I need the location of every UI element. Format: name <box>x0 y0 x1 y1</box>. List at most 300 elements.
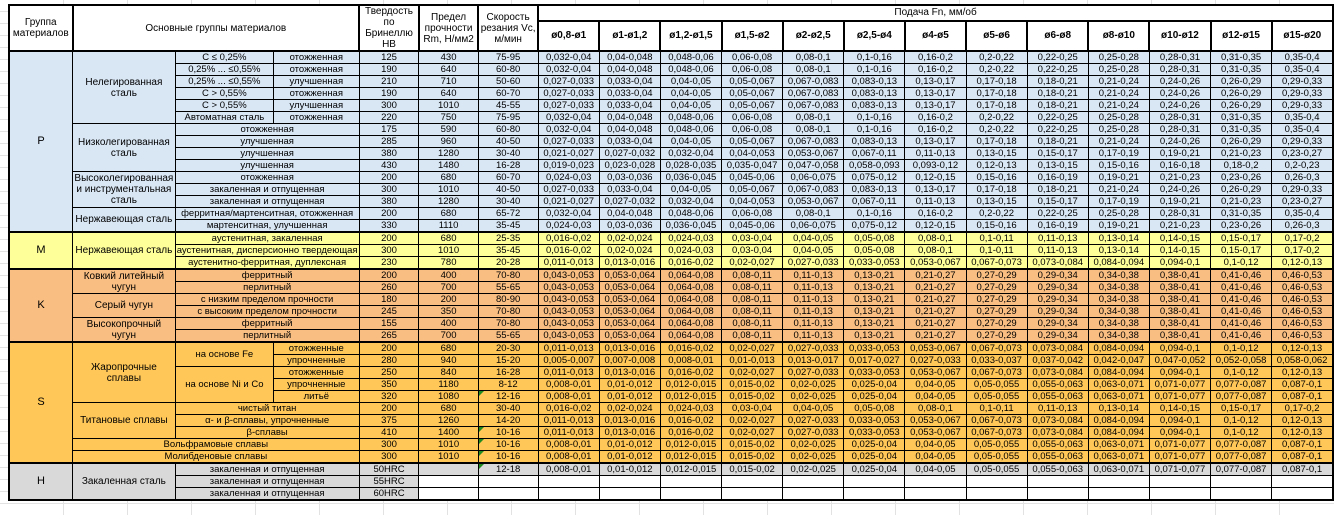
cell-feed[interactable] <box>1211 488 1272 501</box>
cell-feed[interactable]: 0,05-0,055 <box>966 391 1027 403</box>
cell-feed[interactable]: 0,13-0,14 <box>1088 232 1149 245</box>
cell-cutting-speed[interactable] <box>478 476 538 488</box>
cell-feed[interactable]: 0,08-0,11 <box>722 306 783 318</box>
cell-treatment[interactable]: закаленная и отпущенная <box>175 476 359 488</box>
cell-feed[interactable]: 0,21-0,23 <box>1211 148 1272 160</box>
cell-feed[interactable]: 0,016-0,02 <box>660 342 721 355</box>
cell-feed[interactable]: 0,036-0,045 <box>660 172 721 184</box>
header-diameter-2[interactable]: ø1,2-ø1,5 <box>660 21 721 51</box>
cell-feed[interactable]: 0,06-0,075 <box>783 172 844 184</box>
cell-feed[interactable]: 0,045-0,06 <box>722 220 783 233</box>
cell-feed[interactable]: 0,26-0,29 <box>1211 184 1272 196</box>
cell-feed[interactable]: 0,067-0,083 <box>783 136 844 148</box>
cell-hardness[interactable]: 155 <box>359 318 419 330</box>
cell-feed[interactable]: 0,04-0,048 <box>599 51 660 64</box>
cell-feed[interactable]: 0,007-0,008 <box>599 355 660 367</box>
cell-feed[interactable]: 0,26-0,29 <box>1211 76 1272 88</box>
header-feed[interactable]: Подача Fn, мм/об <box>538 5 1333 21</box>
cell-feed[interactable]: 0,073-0,084 <box>1027 257 1088 270</box>
cell-feed[interactable]: 0,25-0,28 <box>1088 51 1149 64</box>
header-diameter-12[interactable]: ø15-ø20 <box>1272 21 1333 51</box>
cell-feed[interactable]: 0,18-0,21 <box>1027 184 1088 196</box>
cell-feed[interactable]: 0,04-0,05 <box>660 76 721 88</box>
cell-feed[interactable]: 0,027-0,033 <box>783 342 844 355</box>
cell-feed[interactable]: 0,12-0,15 <box>905 172 966 184</box>
cell-feed[interactable]: 0,04-0,048 <box>599 124 660 136</box>
cell-feed[interactable]: 0,05-0,067 <box>722 76 783 88</box>
cell-feed[interactable]: 0,094-0,1 <box>1149 257 1210 270</box>
cell-feed[interactable]: 0,2-0,22 <box>966 124 1027 136</box>
cell-treatment[interactable]: отожженные <box>274 367 360 379</box>
cell-feed[interactable]: 0,04-0,05 <box>660 184 721 196</box>
cell-feed[interactable]: 0,063-0,071 <box>1088 451 1149 464</box>
cell-feed[interactable] <box>538 476 599 488</box>
cell-strength[interactable] <box>419 488 478 501</box>
cell-cutting-speed[interactable]: 10-16 <box>478 427 538 439</box>
cell-treatment[interactable]: C > 0,55% <box>175 100 273 112</box>
cell-feed[interactable]: 0,14-0,15 <box>1149 245 1210 257</box>
cell-feed[interactable]: 0,053-0,067 <box>905 367 966 379</box>
header-diameter-8[interactable]: ø6-ø8 <box>1027 21 1088 51</box>
cell-feed[interactable]: 0,1-0,16 <box>844 51 905 64</box>
cell-cutting-speed[interactable]: 35-45 <box>478 220 538 233</box>
cell-feed[interactable]: 0,087-0,1 <box>1272 463 1333 476</box>
cell-feed[interactable]: 0,13-0,17 <box>905 88 966 100</box>
cell-feed[interactable]: 0,032-0,04 <box>538 51 599 64</box>
cell-feed[interactable]: 0,043-0,053 <box>538 306 599 318</box>
cell-hardness[interactable]: 300 <box>359 184 419 196</box>
cell-feed[interactable]: 0,38-0,41 <box>1149 269 1210 282</box>
cell-strength[interactable]: 680 <box>419 342 478 355</box>
cell-treatment[interactable]: α- и β-сплавы, упрочненные <box>175 415 359 427</box>
cell-feed[interactable]: 0,04-0,05 <box>660 100 721 112</box>
cell-feed[interactable]: 0,04-0,048 <box>599 64 660 76</box>
header-cutting-speed[interactable]: Скорость резания Vc, м/мин <box>478 5 538 51</box>
cell-feed[interactable]: 0,027-0,033 <box>538 136 599 148</box>
cell-material-subgroup[interactable]: Ковкий литейный чугун <box>73 269 176 294</box>
cell-hardness[interactable]: 230 <box>359 257 419 270</box>
cell-cutting-speed[interactable]: 40-50 <box>478 136 538 148</box>
cell-feed[interactable]: 0,1-0,11 <box>966 245 1027 257</box>
cell-feed[interactable]: 0,29-0,33 <box>1272 136 1333 148</box>
cell-feed[interactable]: 0,29-0,34 <box>1027 269 1088 282</box>
cell-feed[interactable]: 0,01-0,012 <box>599 439 660 451</box>
cell-feed[interactable]: 0,048-0,06 <box>660 208 721 220</box>
cell-feed[interactable]: 0,13-0,21 <box>844 306 905 318</box>
cell-cutting-speed[interactable]: 65-72 <box>478 208 538 220</box>
cell-feed[interactable]: 0,13-0,17 <box>905 76 966 88</box>
cell-material-subgroup[interactable]: Вольфрамовые сплавы <box>73 439 360 451</box>
cell-feed[interactable]: 0,012-0,015 <box>660 451 721 464</box>
cell-cutting-speed[interactable]: 35-45 <box>478 245 538 257</box>
cell-feed[interactable]: 0,14-0,15 <box>1149 232 1210 245</box>
cell-feed[interactable]: 0,053-0,067 <box>905 257 966 270</box>
cell-feed[interactable]: 0,18-0,21 <box>1027 136 1088 148</box>
cell-feed[interactable]: 0,29-0,34 <box>1027 282 1088 294</box>
cell-feed[interactable]: 0,011-0,013 <box>538 367 599 379</box>
cell-feed[interactable]: 0,011-0,013 <box>538 415 599 427</box>
cell-strength[interactable]: 200 <box>419 294 478 306</box>
cell-feed[interactable]: 0,053-0,067 <box>905 415 966 427</box>
cell-feed[interactable]: 0,033-0,053 <box>844 427 905 439</box>
cell-feed[interactable]: 0,31-0,35 <box>1211 64 1272 76</box>
cell-feed[interactable]: 0,023-0,028 <box>599 160 660 172</box>
cell-treatment[interactable]: отожженная <box>175 172 359 184</box>
cell-feed[interactable]: 0,12-0,13 <box>1272 367 1333 379</box>
cell-feed[interactable]: 0,05-0,067 <box>722 88 783 100</box>
cell-feed[interactable]: 0,021-0,027 <box>538 148 599 160</box>
cell-strength[interactable]: 1180 <box>419 379 478 391</box>
cell-strength[interactable]: 840 <box>419 367 478 379</box>
cell-feed[interactable]: 0,05-0,067 <box>722 184 783 196</box>
cell-feed[interactable] <box>599 488 660 501</box>
cell-feed[interactable]: 0,11-0,13 <box>1027 403 1088 415</box>
cell-feed[interactable]: 0,11-0,13 <box>1027 245 1088 257</box>
cell-feed[interactable]: 0,35-0,4 <box>1272 208 1333 220</box>
cell-feed[interactable]: 0,46-0,53 <box>1272 294 1333 306</box>
cell-feed[interactable]: 0,008-0,01 <box>538 463 599 476</box>
cell-feed[interactable]: 0,025-0,04 <box>844 379 905 391</box>
cell-hardness[interactable]: 250 <box>359 367 419 379</box>
cell-feed[interactable]: 0,094-0,1 <box>1149 367 1210 379</box>
cell-feed[interactable]: 0,24-0,26 <box>1149 100 1210 112</box>
cell-feed[interactable]: 0,29-0,34 <box>1027 318 1088 330</box>
cell-feed[interactable]: 0,055-0,063 <box>1027 391 1088 403</box>
cell-hardness[interactable]: 330 <box>359 220 419 233</box>
cell-feed[interactable]: 0,067-0,073 <box>966 342 1027 355</box>
cell-feed[interactable]: 0,17-0,2 <box>1272 403 1333 415</box>
cell-hardness[interactable]: 200 <box>359 342 419 355</box>
cell-feed[interactable]: 0,073-0,084 <box>1027 415 1088 427</box>
cell-hardness[interactable]: 320 <box>359 391 419 403</box>
cell-feed[interactable]: 0,064-0,08 <box>660 269 721 282</box>
cell-feed[interactable]: 0,033-0,04 <box>599 88 660 100</box>
cell-feed[interactable] <box>1088 488 1149 501</box>
cell-feed[interactable]: 0,093-0,12 <box>905 160 966 172</box>
cell-feed[interactable]: 0,2-0,23 <box>1272 160 1333 172</box>
cell-feed[interactable]: 0,24-0,26 <box>1149 76 1210 88</box>
cell-feed[interactable]: 0,18-0,21 <box>1027 76 1088 88</box>
cell-feed[interactable]: 0,077-0,087 <box>1211 391 1272 403</box>
cell-feed[interactable]: 0,02-0,027 <box>722 367 783 379</box>
cell-feed[interactable] <box>905 488 966 501</box>
cell-feed[interactable]: 0,19-0,21 <box>1088 220 1149 233</box>
cell-feed[interactable]: 0,04-0,05 <box>905 463 966 476</box>
cell-cutting-speed[interactable]: 12-16 <box>478 391 538 403</box>
cell-strength[interactable]: 680 <box>419 232 478 245</box>
cell-material-subgroup[interactable]: Нелегированная сталь <box>73 51 176 124</box>
cell-feed[interactable]: 0,31-0,35 <box>1211 124 1272 136</box>
header-diameter-11[interactable]: ø12-ø15 <box>1211 21 1272 51</box>
cell-feed[interactable]: 0,067-0,11 <box>844 196 905 208</box>
cell-cutting-speed[interactable]: 25-35 <box>478 232 538 245</box>
cell-feed[interactable]: 0,008-0,01 <box>538 439 599 451</box>
cell-feed[interactable]: 0,033-0,037 <box>966 355 1027 367</box>
cell-feed[interactable]: 0,064-0,08 <box>660 330 721 343</box>
cell-hardness[interactable]: 180 <box>359 294 419 306</box>
cell-feed[interactable]: 0,26-0,3 <box>1272 220 1333 233</box>
cell-feed[interactable]: 0,071-0,077 <box>1149 391 1210 403</box>
cell-feed[interactable]: 0,19-0,21 <box>1088 172 1149 184</box>
cell-feed[interactable]: 0,24-0,26 <box>1149 88 1210 100</box>
cell-feed[interactable]: 0,16-0,19 <box>1027 220 1088 233</box>
cell-strength[interactable] <box>419 476 478 488</box>
cell-feed[interactable]: 0,17-0,18 <box>966 76 1027 88</box>
cell-feed[interactable]: 0,024-0,03 <box>538 220 599 233</box>
cell-feed[interactable]: 0,23-0,27 <box>1272 148 1333 160</box>
cell-cutting-speed[interactable]: 75-95 <box>478 51 538 64</box>
cell-material-group-letter[interactable]: S <box>9 342 73 463</box>
cell-feed[interactable]: 0,02-0,027 <box>722 257 783 270</box>
cell-feed[interactable]: 0,011-0,013 <box>538 427 599 439</box>
cell-feed[interactable]: 0,13-0,17 <box>905 184 966 196</box>
cell-hardness[interactable]: 200 <box>359 172 419 184</box>
cell-feed[interactable] <box>1149 476 1210 488</box>
cell-feed[interactable]: 0,008-0,01 <box>538 379 599 391</box>
cell-hardness[interactable]: 260 <box>359 282 419 294</box>
cell-feed[interactable]: 0,013-0,017 <box>783 355 844 367</box>
cell-strength[interactable]: 640 <box>419 88 478 100</box>
cell-feed[interactable]: 0,06-0,08 <box>722 112 783 124</box>
cell-feed[interactable]: 0,027-0,033 <box>783 415 844 427</box>
cell-strength[interactable]: 700 <box>419 282 478 294</box>
cell-feed[interactable]: 0,03-0,036 <box>599 172 660 184</box>
cell-hardness[interactable]: 410 <box>359 427 419 439</box>
cell-feed[interactable]: 0,35-0,4 <box>1272 51 1333 64</box>
cell-feed[interactable] <box>966 476 1027 488</box>
cell-cutting-speed[interactable]: 40-50 <box>478 184 538 196</box>
cell-treatment[interactable]: ферритный <box>175 269 359 282</box>
cell-feed[interactable]: 0,11-0,13 <box>783 306 844 318</box>
cell-feed[interactable]: 0,08-0,11 <box>722 294 783 306</box>
cell-strength[interactable] <box>419 463 478 476</box>
cell-material-subgroup[interactable]: Титановые сплавы <box>73 403 176 439</box>
cell-hardness[interactable]: 430 <box>359 160 419 172</box>
cell-feed[interactable]: 0,063-0,071 <box>1088 463 1149 476</box>
cell-feed[interactable]: 0,064-0,08 <box>660 294 721 306</box>
cell-feed[interactable]: 0,12-0,13 <box>1272 427 1333 439</box>
cell-feed[interactable]: 0,27-0,29 <box>966 294 1027 306</box>
cell-feed[interactable]: 0,02-0,027 <box>722 415 783 427</box>
cell-strength[interactable]: 1010 <box>419 451 478 464</box>
cell-feed[interactable]: 0,008-0,01 <box>538 391 599 403</box>
cell-feed[interactable]: 0,16-0,2 <box>905 51 966 64</box>
cell-hardness[interactable]: 280 <box>359 355 419 367</box>
cell-feed[interactable]: 0,053-0,064 <box>599 294 660 306</box>
cell-feed[interactable]: 0,16-0,18 <box>1149 160 1210 172</box>
cell-feed[interactable]: 0,23-0,27 <box>1272 196 1333 208</box>
cell-feed[interactable]: 0,012-0,015 <box>660 379 721 391</box>
cell-feed[interactable]: 0,13-0,15 <box>966 148 1027 160</box>
cell-feed[interactable]: 0,1-0,16 <box>844 208 905 220</box>
cell-feed[interactable]: 0,064-0,08 <box>660 306 721 318</box>
cell-feed[interactable]: 0,41-0,46 <box>1211 318 1272 330</box>
cell-hardness[interactable]: 200 <box>359 232 419 245</box>
cell-hardness[interactable]: 60HRC <box>359 488 419 501</box>
cell-feed[interactable]: 0,08-0,11 <box>722 330 783 343</box>
cell-feed[interactable]: 0,29-0,33 <box>1272 76 1333 88</box>
cell-feed[interactable]: 0,17-0,18 <box>966 100 1027 112</box>
cell-feed[interactable]: 0,1-0,12 <box>1211 415 1272 427</box>
cell-feed[interactable] <box>722 488 783 501</box>
cell-feed[interactable]: 0,087-0,1 <box>1272 451 1333 464</box>
cell-feed[interactable]: 0,46-0,53 <box>1272 282 1333 294</box>
cell-strength[interactable]: 1080 <box>419 391 478 403</box>
cell-feed[interactable]: 0,24-0,26 <box>1149 136 1210 148</box>
cell-feed[interactable]: 0,055-0,063 <box>1027 451 1088 464</box>
header-diameter-1[interactable]: ø1-ø1,2 <box>599 21 660 51</box>
cell-feed[interactable]: 0,15-0,17 <box>1211 403 1272 415</box>
cell-feed[interactable]: 0,1-0,11 <box>966 232 1027 245</box>
cell-feed[interactable]: 0,12-0,13 <box>966 160 1027 172</box>
cell-feed[interactable]: 0,016-0,02 <box>538 245 599 257</box>
cell-feed[interactable]: 0,073-0,084 <box>1027 367 1088 379</box>
cell-feed[interactable]: 0,21-0,23 <box>1211 196 1272 208</box>
cell-hardness[interactable]: 300 <box>359 439 419 451</box>
cell-feed[interactable]: 0,41-0,46 <box>1211 269 1272 282</box>
cell-feed[interactable]: 0,26-0,29 <box>1211 136 1272 148</box>
cell-feed[interactable]: 0,15-0,16 <box>966 172 1027 184</box>
cell-feed[interactable]: 0,047-0,052 <box>1149 355 1210 367</box>
cell-feed[interactable]: 0,064-0,08 <box>660 282 721 294</box>
cell-treatment[interactable]: ферритный <box>175 318 359 330</box>
header-diameter-5[interactable]: ø2,5-ø4 <box>844 21 905 51</box>
cell-feed[interactable]: 0,071-0,077 <box>1149 463 1210 476</box>
cell-feed[interactable]: 0,05-0,067 <box>722 100 783 112</box>
cell-treatment[interactable]: литьё <box>274 391 360 403</box>
cell-feed[interactable]: 0,23-0,26 <box>1211 220 1272 233</box>
cell-hardness[interactable]: 50HRC <box>359 463 419 476</box>
cell-feed[interactable]: 0,02-0,025 <box>783 463 844 476</box>
cell-material-subgroup[interactable]: Нержавеющая сталь <box>73 232 176 269</box>
cell-cutting-speed[interactable]: 16-28 <box>478 367 538 379</box>
cell-feed[interactable]: 0,071-0,077 <box>1149 439 1210 451</box>
cell-feed[interactable]: 0,084-0,094 <box>1088 367 1149 379</box>
cell-feed[interactable]: 0,28-0,31 <box>1149 64 1210 76</box>
cell-feed[interactable]: 0,008-0,01 <box>538 451 599 464</box>
cell-feed[interactable] <box>783 488 844 501</box>
cell-strength[interactable]: 350 <box>419 306 478 318</box>
header-diameter-10[interactable]: ø10-ø12 <box>1149 21 1210 51</box>
cell-feed[interactable]: 0,35-0,4 <box>1272 124 1333 136</box>
cell-cutting-speed[interactable]: 55-65 <box>478 330 538 343</box>
cell-feed[interactable]: 0,013-0,016 <box>599 257 660 270</box>
cell-feed[interactable]: 0,17-0,19 <box>1088 148 1149 160</box>
cell-material-group-letter[interactable]: P <box>9 51 73 232</box>
cell-treatment[interactable]: мартенситная, улучшенная <box>175 220 359 233</box>
cell-feed[interactable]: 0,14-0,15 <box>1149 403 1210 415</box>
cell-material-subgroup[interactable]: Молибденовые сплавы <box>73 451 360 464</box>
cell-feed[interactable]: 0,1-0,12 <box>1211 342 1272 355</box>
cell-feed[interactable]: 0,46-0,53 <box>1272 330 1333 343</box>
cell-cutting-speed[interactable]: 30-40 <box>478 148 538 160</box>
cell-feed[interactable]: 0,077-0,087 <box>1211 463 1272 476</box>
cell-feed[interactable]: 0,075-0,12 <box>844 172 905 184</box>
cell-feed[interactable]: 0,016-0,02 <box>538 403 599 415</box>
cell-feed[interactable]: 0,03-0,04 <box>722 232 783 245</box>
cell-feed[interactable]: 0,033-0,04 <box>599 184 660 196</box>
cell-feed[interactable]: 0,15-0,17 <box>1211 232 1272 245</box>
cell-feed[interactable]: 0,064-0,08 <box>660 318 721 330</box>
cell-feed[interactable]: 0,053-0,067 <box>783 148 844 160</box>
cell-feed[interactable]: 0,13-0,14 <box>1088 245 1149 257</box>
cell-strength[interactable]: 700 <box>419 330 478 343</box>
cell-feed[interactable]: 0,053-0,064 <box>599 306 660 318</box>
cell-feed[interactable]: 0,073-0,084 <box>1027 427 1088 439</box>
header-strength[interactable]: Предел прочности Rm, Н/мм2 <box>419 5 478 51</box>
cell-feed[interactable]: 0,053-0,067 <box>905 342 966 355</box>
cell-treatment[interactable]: с высоким пределом прочности <box>175 306 359 318</box>
cell-feed[interactable]: 0,21-0,27 <box>905 330 966 343</box>
cell-feed[interactable]: 0,025-0,04 <box>844 451 905 464</box>
cell-feed[interactable]: 0,13-0,15 <box>1027 160 1088 172</box>
cell-feed[interactable]: 0,22-0,25 <box>1027 112 1088 124</box>
cell-feed[interactable]: 0,2-0,22 <box>966 208 1027 220</box>
cell-feed[interactable]: 0,27-0,29 <box>966 306 1027 318</box>
cell-strength[interactable]: 680 <box>419 403 478 415</box>
cell-hardness[interactable]: 300 <box>359 451 419 464</box>
cell-feed[interactable] <box>1272 488 1333 501</box>
cell-feed[interactable]: 0,17-0,19 <box>1088 196 1149 208</box>
cell-feed[interactable]: 0,01-0,012 <box>599 379 660 391</box>
cell-feed[interactable]: 0,027-0,033 <box>783 367 844 379</box>
cell-feed[interactable]: 0,02-0,025 <box>783 391 844 403</box>
cell-feed[interactable]: 0,25-0,28 <box>1088 112 1149 124</box>
cell-feed[interactable]: 0,1-0,12 <box>1211 367 1272 379</box>
cell-feed[interactable]: 0,25-0,28 <box>1088 208 1149 220</box>
cell-feed[interactable]: 0,015-0,02 <box>722 451 783 464</box>
cell-treatment[interactable]: улучшенная <box>175 136 359 148</box>
cell-feed[interactable]: 0,033-0,053 <box>844 257 905 270</box>
cell-strength[interactable]: 1110 <box>419 220 478 233</box>
cell-feed[interactable]: 0,067-0,083 <box>783 184 844 196</box>
cell-feed[interactable]: 0,05-0,055 <box>966 439 1027 451</box>
cell-feed[interactable]: 0,1-0,11 <box>966 403 1027 415</box>
cell-strength[interactable]: 680 <box>419 172 478 184</box>
cell-feed[interactable]: 0,21-0,24 <box>1088 100 1149 112</box>
cell-feed[interactable]: 0,024-0,03 <box>660 245 721 257</box>
cell-strength[interactable]: 1010 <box>419 245 478 257</box>
cell-feed[interactable]: 0,1-0,12 <box>1211 257 1272 270</box>
cell-feed[interactable]: 0,35-0,4 <box>1272 64 1333 76</box>
cell-feed[interactable] <box>722 476 783 488</box>
cell-feed[interactable]: 0,067-0,083 <box>783 100 844 112</box>
cell-treatment[interactable]: отожженная <box>274 51 360 64</box>
cell-feed[interactable]: 0,045-0,06 <box>722 172 783 184</box>
cell-feed[interactable]: 0,083-0,13 <box>844 76 905 88</box>
cell-feed[interactable]: 0,17-0,18 <box>966 136 1027 148</box>
cell-feed[interactable]: 0,23-0,26 <box>1211 172 1272 184</box>
cell-feed[interactable]: 0,13-0,21 <box>844 318 905 330</box>
cell-feed[interactable]: 0,063-0,071 <box>1088 379 1149 391</box>
cell-feed[interactable] <box>599 476 660 488</box>
cell-feed[interactable]: 0,34-0,38 <box>1088 330 1149 343</box>
header-hardness[interactable]: Твердость по Бринеллю HB <box>359 5 419 51</box>
cell-feed[interactable]: 0,25-0,28 <box>1088 64 1149 76</box>
cell-feed[interactable]: 0,05-0,08 <box>844 245 905 257</box>
cell-cutting-speed[interactable]: 10-16 <box>478 439 538 451</box>
cell-feed[interactable]: 0,13-0,21 <box>844 330 905 343</box>
cell-feed[interactable]: 0,08-0,11 <box>722 318 783 330</box>
cell-feed[interactable]: 0,012-0,015 <box>660 391 721 403</box>
cell-treatment[interactable]: 0,25% ... ≤0,55% <box>175 76 273 88</box>
cell-feed[interactable]: 0,083-0,13 <box>844 136 905 148</box>
cell-feed[interactable]: 0,027-0,032 <box>599 148 660 160</box>
cell-feed[interactable]: 0,055-0,063 <box>1027 439 1088 451</box>
cell-feed[interactable]: 0,03-0,04 <box>722 245 783 257</box>
cell-feed[interactable]: 0,21-0,27 <box>905 282 966 294</box>
cell-strength[interactable]: 680 <box>419 208 478 220</box>
